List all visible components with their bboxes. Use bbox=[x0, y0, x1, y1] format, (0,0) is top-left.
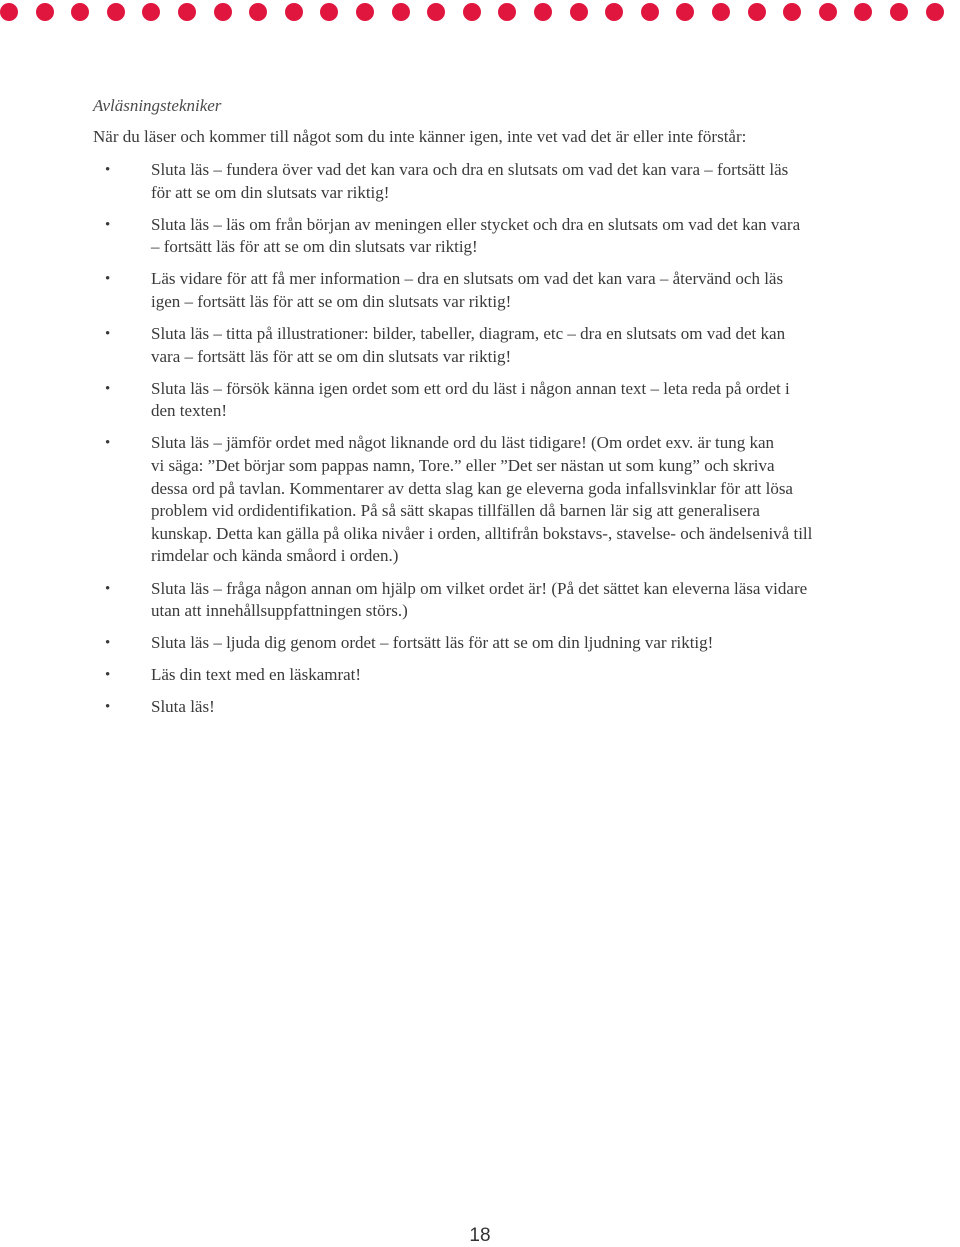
list-item-line: den texten! bbox=[151, 401, 227, 421]
decorative-dot bbox=[36, 3, 54, 21]
bullet-marker: • bbox=[105, 667, 111, 684]
list-item-line: Läs vidare för att få mer information – dra en slutsats om vad det kan vara – återvänd och läs bbox=[151, 269, 784, 289]
list-item-line: dessa ord på tavlan. Kommentarer av detta slag kan ge eleverna goda infallsvinklar för att lösa bbox=[151, 478, 793, 498]
decorative-dot bbox=[214, 3, 232, 21]
intro-paragraph: När du läser och kommer till något som du inte känner igen, inte vet vad det är eller inte förstår: bbox=[93, 127, 747, 146]
decorative-dot bbox=[534, 3, 552, 21]
list-item-line: för att se om din slutsats var riktig! bbox=[151, 182, 390, 202]
list-item-line: vi säga: ”Det börjar som pappas namn, Tore.” eller ”Det ser nästan ut som kung” och skriva bbox=[151, 456, 775, 476]
list-item bbox=[105, 578, 875, 623]
list-item-line: Sluta läs! bbox=[151, 697, 215, 717]
decorative-dot bbox=[854, 3, 872, 21]
section-heading: Avläsningstekniker bbox=[93, 96, 222, 115]
list-item-line: Sluta läs – läs om från början av meningen eller stycket och dra en slutsats om vad det kan vara bbox=[151, 214, 801, 234]
bullet-list bbox=[105, 159, 875, 728]
decorative-dot bbox=[392, 3, 410, 21]
decorative-dot bbox=[605, 3, 623, 21]
decorative-dot-border bbox=[0, 3, 960, 21]
decorative-dot bbox=[249, 3, 267, 21]
page-number: 18 bbox=[469, 1225, 491, 1246]
list-item-line: Sluta läs – försök känna igen ordet som ett ord du läst i någon annan text – leta reda på ordet i bbox=[151, 378, 790, 398]
bullet-marker: • bbox=[105, 216, 111, 233]
bullet-marker: • bbox=[105, 580, 111, 597]
list-item-line: – fortsätt läs för att se om din slutsats var riktig! bbox=[151, 237, 478, 257]
bullet-marker: • bbox=[105, 162, 111, 178]
decorative-dot bbox=[819, 3, 837, 21]
list-item bbox=[105, 214, 875, 259]
list-item bbox=[105, 632, 875, 655]
decorative-dot bbox=[356, 3, 374, 21]
list-item-line: Sluta läs – jämför ordet med något liknande ord du läst tidigare! (Om ordet exv. är tung kan bbox=[151, 433, 775, 453]
decorative-dot bbox=[498, 3, 516, 21]
decorative-dot bbox=[570, 3, 588, 21]
bullet-marker: • bbox=[105, 699, 111, 716]
decorative-dot bbox=[712, 3, 730, 21]
list-item bbox=[105, 378, 875, 423]
list-item bbox=[105, 696, 875, 719]
decorative-dot bbox=[320, 3, 338, 21]
decorative-dot bbox=[178, 3, 196, 21]
decorative-dot bbox=[783, 3, 801, 21]
decorative-dot bbox=[142, 3, 160, 21]
list-item bbox=[105, 159, 875, 204]
list-item-line: kunskap. Detta kan gälla på olika nivåer i orden, alltifrån bokstavs-, stavelse- och ändelsenivå till bbox=[151, 523, 813, 543]
decorative-dot bbox=[0, 3, 18, 21]
list-item bbox=[105, 664, 875, 687]
bullet-marker: • bbox=[105, 271, 111, 288]
decorative-dot bbox=[463, 3, 481, 21]
decorative-dot bbox=[890, 3, 908, 21]
decorative-dot bbox=[641, 3, 659, 21]
list-item bbox=[105, 323, 875, 368]
list-item-line: utan att innehållsuppfattningen störs.) bbox=[151, 601, 408, 621]
list-item-line: Sluta läs – fråga någon annan om hjälp om vilket ordet är! (På det sättet kan eleverna läsa vidare bbox=[151, 578, 808, 598]
decorative-dot bbox=[748, 3, 766, 21]
list-item-line: rimdelar och kända småord i orden.) bbox=[151, 546, 399, 566]
list-item bbox=[105, 432, 875, 568]
list-item bbox=[105, 268, 875, 313]
list-item-line: Sluta läs – ljuda dig genom ordet – fortsätt läs för att se om din ljudning var riktig! bbox=[151, 633, 714, 653]
list-item-line: Läs din text med en läskamrat! bbox=[151, 665, 362, 685]
decorative-dot bbox=[427, 3, 445, 21]
decorative-dot bbox=[676, 3, 694, 21]
list-item-line: igen – fortsätt läs för att se om din slutsats var riktig! bbox=[151, 291, 512, 311]
list-item-line: problem vid ordidentifikation. På så sätt skapas tillfällen då barnen lär sig att generalisera bbox=[151, 501, 760, 521]
decorative-dot bbox=[926, 3, 944, 21]
decorative-dot bbox=[71, 3, 89, 21]
bullet-marker: • bbox=[105, 326, 111, 343]
list-item-line: vara – fortsätt läs för att se om din slutsats var riktig! bbox=[151, 346, 512, 366]
list-item-line: Sluta läs – fundera över vad det kan vara och dra en slutsats om vad det kan vara – fortsätt läs bbox=[151, 160, 789, 179]
decorative-dot bbox=[107, 3, 125, 21]
list-item-line: Sluta läs – titta på illustrationer: bilder, tabeller, diagram, etc – dra en slutsats om vad det kan bbox=[151, 324, 786, 344]
bullet-marker: • bbox=[105, 635, 111, 652]
bullet-marker: • bbox=[105, 435, 111, 452]
decorative-dot bbox=[285, 3, 303, 21]
bullet-marker: • bbox=[105, 380, 111, 397]
